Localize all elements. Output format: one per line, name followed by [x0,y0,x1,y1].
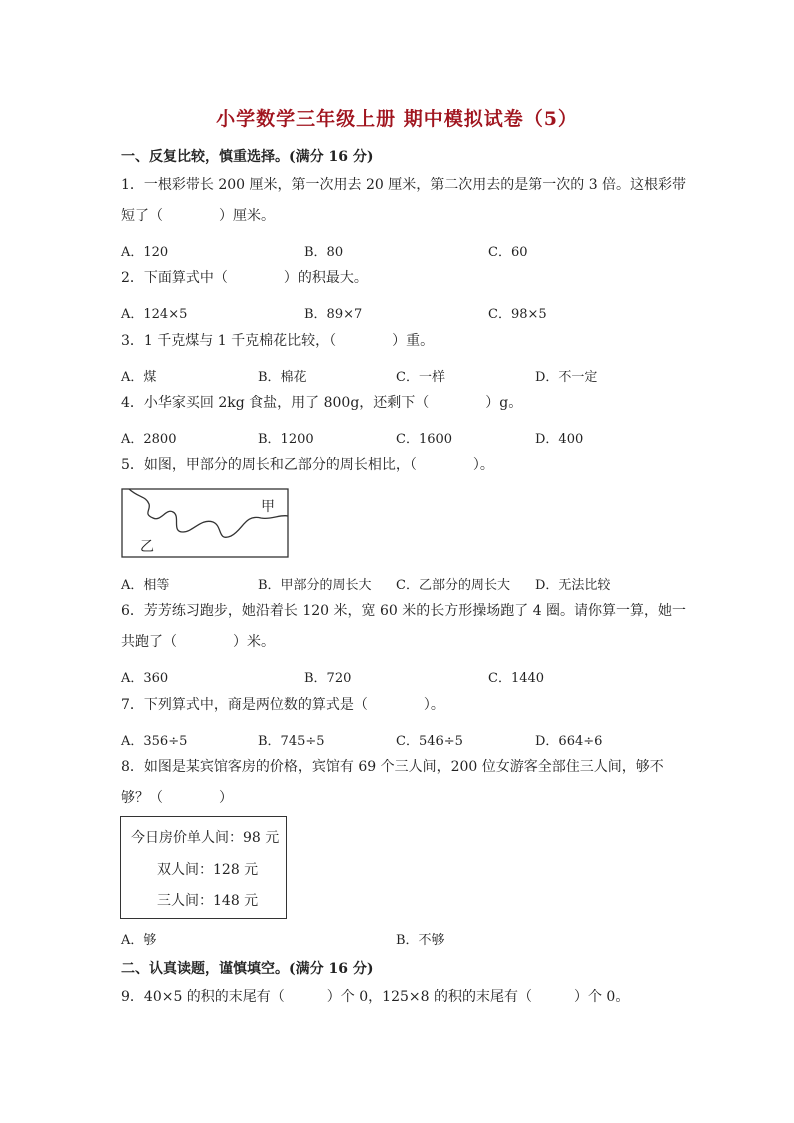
q1-option-b: B．80 [304,245,344,260]
q3-option-d: D．不一定 [535,370,598,385]
price-double: 双人间：128 元 [157,862,259,878]
perimeter-figure [121,488,289,558]
q2-option-b: B．89×7 [304,307,363,322]
q4-option-a: A．2800 [121,432,177,447]
page-title: 小学数学三年级上册 期中模拟试卷（5） [216,108,578,130]
question-2: 2．下面算式中（ ）的积最大。 [121,270,368,286]
q3-option-b: B．棉花 [258,370,307,385]
question-9: 9．40×5 的积的末尾有（ ）个 0，125×8 的积的末尾有（ ）个 0。 [121,989,630,1005]
q4-option-d: D．400 [535,432,584,447]
q5-option-c: C．乙部分的周长大 [396,578,510,593]
question-6-line-2: 共跑了（ ）米。 [121,634,275,650]
question-3: 3．1 千克煤与 1 千克棉花比较，（ ）重。 [121,333,435,349]
q8-option-b: B．不够 [396,933,445,948]
question-5: 5．如图，甲部分的周长和乙部分的周长相比，（ ）。 [121,457,494,473]
q5-option-d: D．无法比较 [535,578,611,593]
section-2-heading: 二、认真读题，谨慎填空。(满分 16 分) [121,961,374,977]
question-6-line-1: 6．芳芳练习跑步，她沿着长 120 米，宽 60 米的长方形操场跑了 4 圈。请你算一算，她一 [121,603,687,619]
q4-option-b: B．1200 [258,432,314,447]
region-jia-label: 甲 [261,499,275,515]
q4-option-c: C．1600 [396,432,453,447]
q5-option-b: B．甲部分的周长大 [258,578,372,593]
q3-option-c: C．一样 [396,370,445,385]
q3-option-a: A．煤 [121,370,157,385]
question-8-line-1: 8．如图是某宾馆客房的价格，宾馆有 69 个三人间，200 位女游客全部住三人间，够不 [121,759,664,775]
q7-option-b: B．745÷5 [258,734,325,749]
region-yi-label: 乙 [140,539,154,555]
q7-option-c: C．546÷5 [396,734,463,749]
room-price-board [120,816,287,919]
question-1-line-1: 1．一根彩带长 200 厘米，第一次用去 20 厘米，第二次用去的是第一次的 3 倍。这根彩带 [121,177,687,193]
q1-option-a: A．120 [121,245,169,260]
price-single: 今日房价单人间：98 元 [131,830,280,846]
q7-option-a: A．356÷5 [121,734,188,749]
q8-option-a: A．够 [121,933,157,948]
q6-option-a: A．360 [121,671,169,686]
section-1-heading: 一、反复比较，慎重选择。(满分 16 分) [121,149,374,165]
question-4: 4．小华家买回 2kg 食盐，用了 800g，还剩下（ ）g。 [121,395,523,411]
question-1-line-2: 短了（ ）厘米。 [121,208,275,224]
question-8-line-2: 够？（ ） [121,790,233,806]
q6-option-c: C．1440 [488,671,545,686]
q5-option-a: A．相等 [121,578,170,593]
q2-option-c: C．98×5 [488,307,547,322]
q2-option-a: A．124×5 [121,307,188,322]
q7-option-d: D．664÷6 [535,734,603,749]
question-7: 7．下列算式中，商是两位数的算式是（ ）。 [121,697,445,713]
q1-option-c: C．60 [488,245,528,260]
q6-option-b: B．720 [304,671,352,686]
price-triple: 三人间：148 元 [157,893,259,909]
